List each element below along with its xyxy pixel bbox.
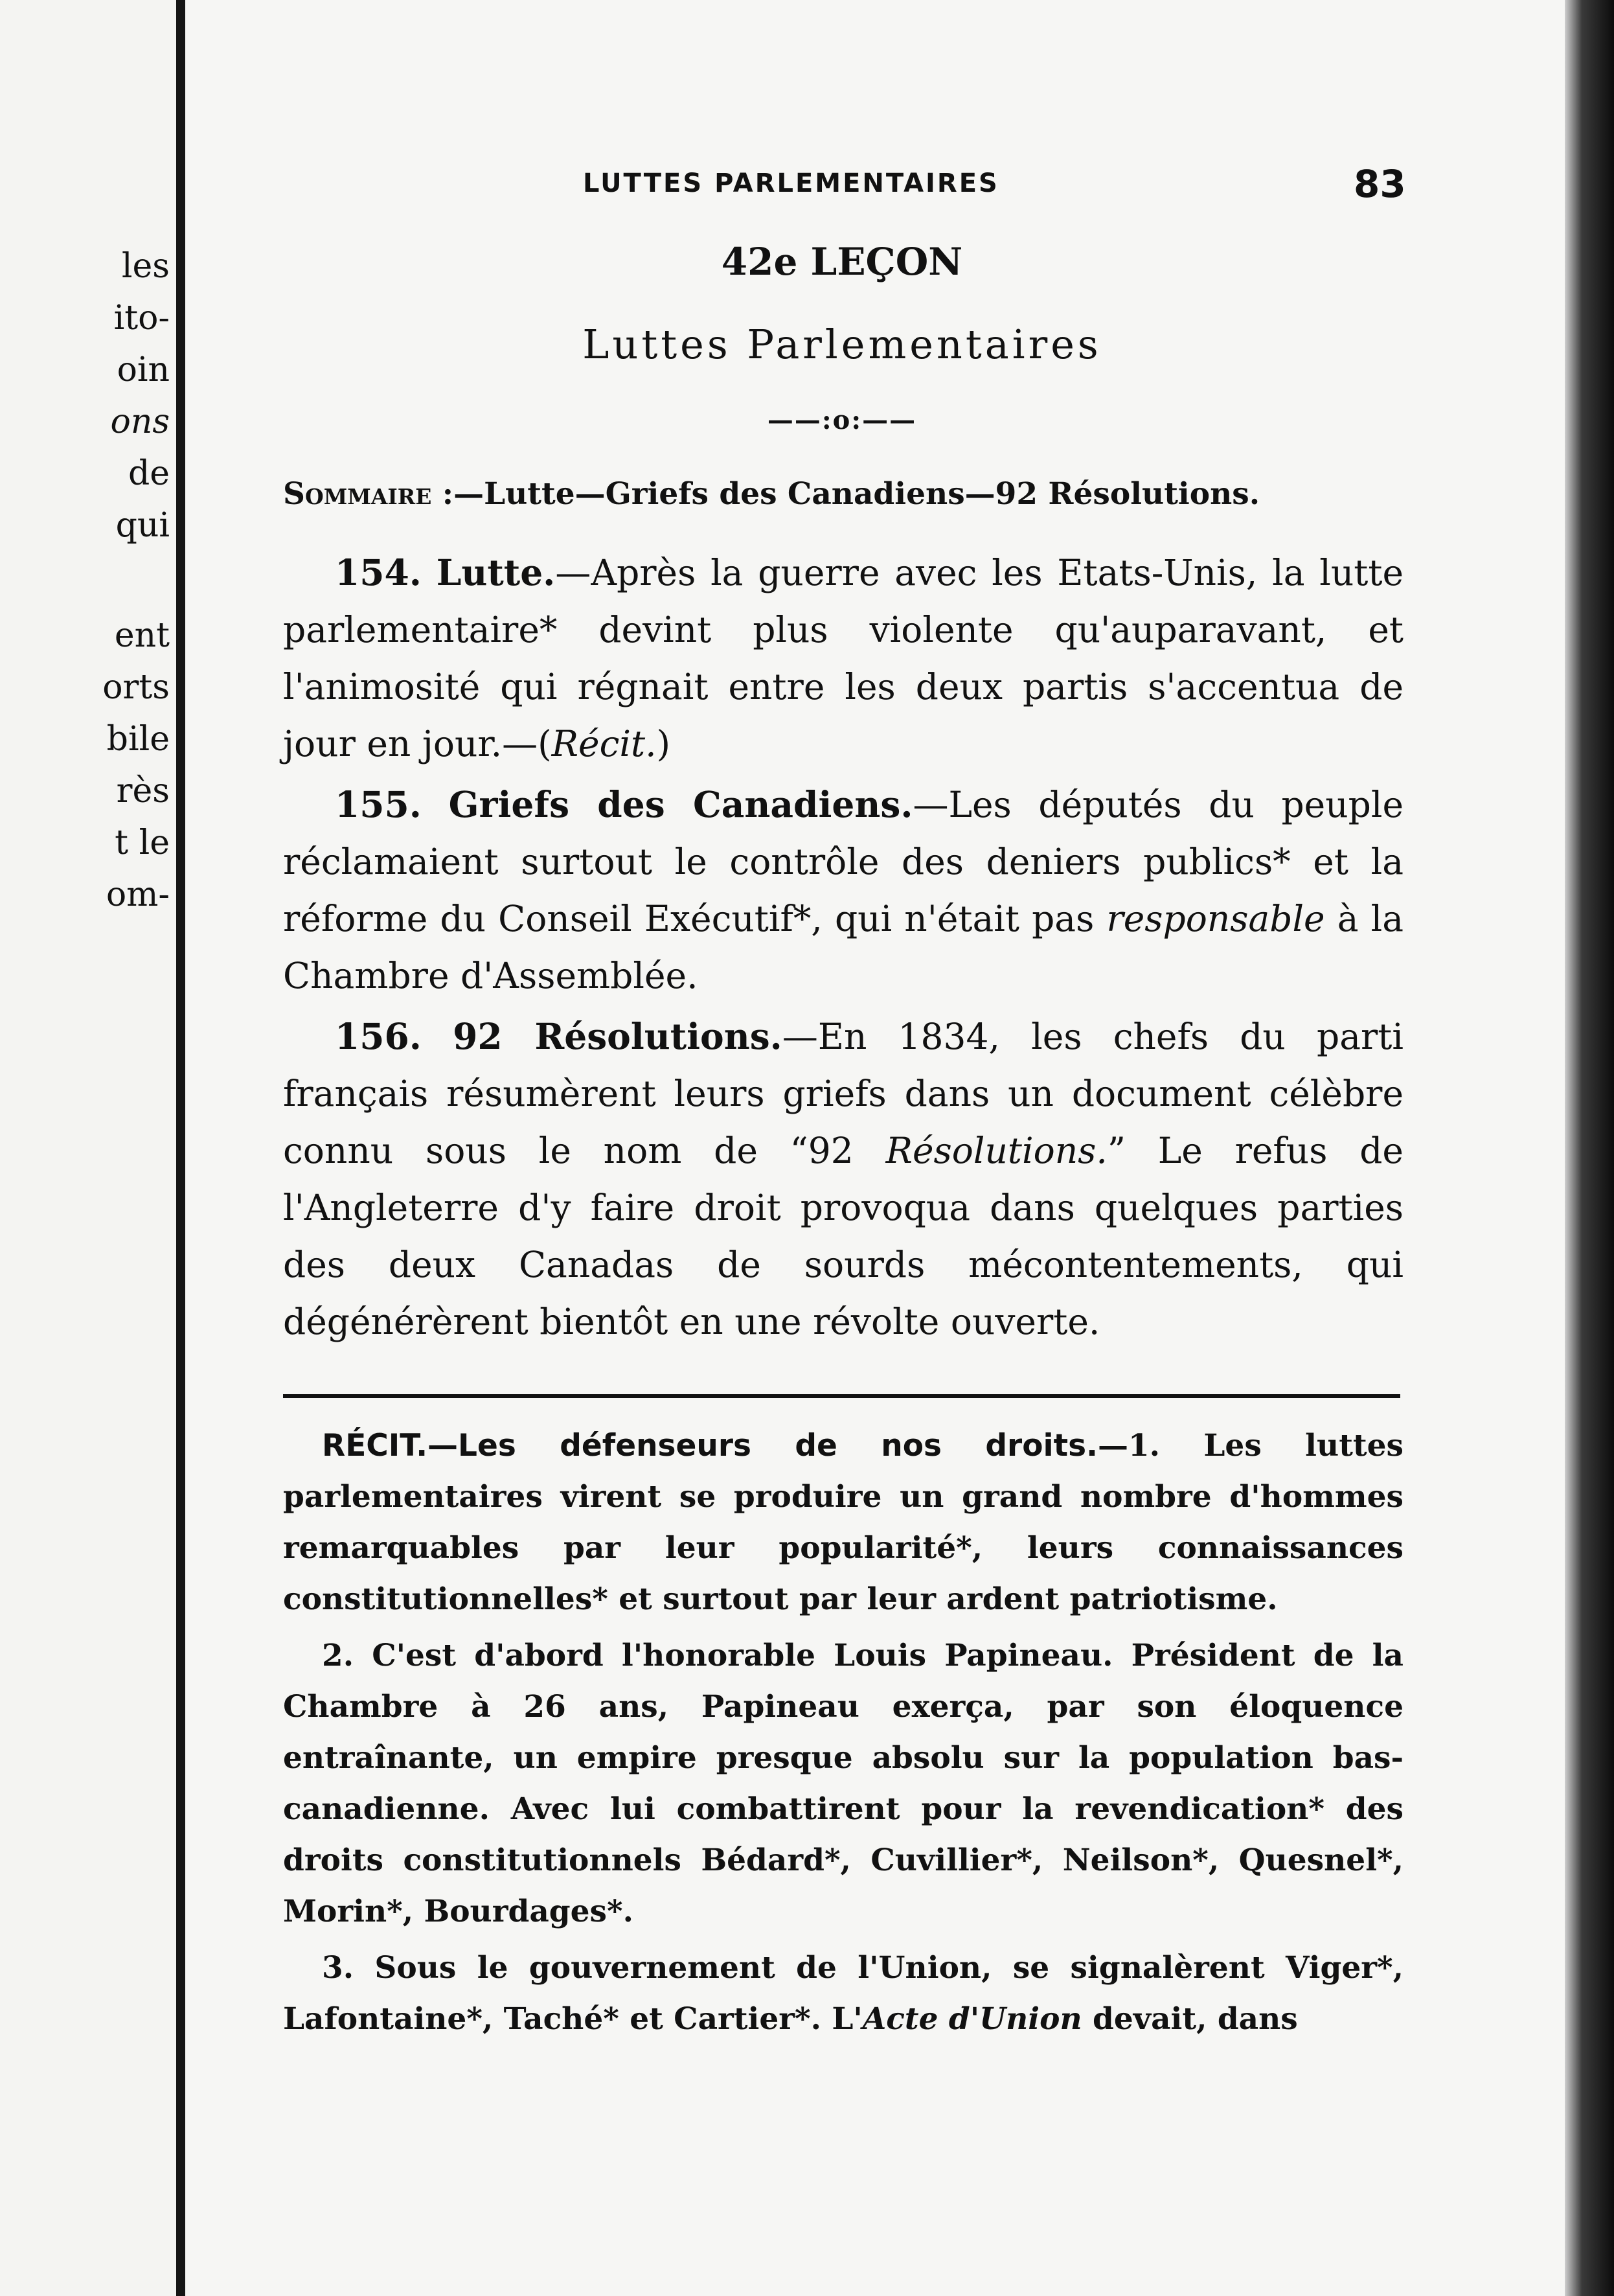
summary-label: Sommaire [283, 476, 432, 512]
recit-text: 3. Sous le gouvernement de l'Union, se signalèrent Viger*, Lafontaine*, Taché* et Cartier*. L' [283, 1950, 1404, 2037]
paragraph-text: —En 1834, les chefs du parti français résumèrent leurs griefs dans un document célèbre connu sous le nom de “92 [283, 1016, 1404, 1171]
recit-italic: Acte d'Union [862, 2001, 1082, 2037]
paragraph-tail: ” Le refus de l'Angleterre d'y faire droit provoqua dans quelques parties des deux Canadas de sourds mécontentements, qui dégénérèrent bientôt en une révolte ouverte. [283, 1130, 1404, 1342]
paragraph-text: —Les députés du peuple réclamaient surtout le contrôle des deniers publics* et la réforme du Conseil Exécutif*, qui n'était pas [283, 784, 1404, 939]
paragraph-italic: responsable [1106, 898, 1325, 939]
left-fragment-2: ito- [113, 299, 170, 338]
recit-heading: RÉCIT.—Les défenseurs de nos droits. [322, 1428, 1098, 1464]
paragraph-number: 154. [335, 551, 422, 593]
section-rule [283, 1394, 1400, 1398]
left-fragment-3: oin [117, 350, 170, 389]
paragraph-tail: à la Chambre d'Assemblée. [283, 898, 1404, 996]
paragraph-heading: 92 Résolutions. [453, 1015, 782, 1057]
chapter-title: Luttes Parlementaires [582, 321, 1102, 368]
recit-section [283, 1420, 1404, 2050]
recit-paragraph-1 [283, 1420, 1404, 1625]
lesson-body [283, 544, 1404, 1354]
paragraph-heading: Griefs des Canadiens. [448, 783, 913, 825]
left-fragment-10: rès [116, 772, 170, 810]
left-fragment-12: om- [106, 875, 170, 914]
paragraph-text: —Après la guerre avec les Etats-Unis, la lutte parlementaire* devint plus violente qu'auparavant, et l'animosité qui régnait entre les deux partis s'accentua de jour en jour.—( [283, 552, 1404, 764]
recit-text: —1. Les luttes parlementaires virent se produire un grand nombre d'hommes remarquables par leur popularité*, leurs connaissances constitutionnelles* et surtout par leur ardent patriotisme. [283, 1428, 1404, 1617]
lesson-number-title: 42e LEÇON [721, 240, 963, 284]
recit-paragraph-3 [283, 1942, 1404, 2045]
left-fragment-1: les [121, 247, 170, 286]
summary-line [283, 476, 1404, 512]
paragraph-tail: ) [656, 723, 671, 764]
paragraph-154 [283, 544, 1404, 772]
running-head: LUTTES PARLEMENTAIRES [583, 168, 999, 198]
left-fragment-7: ent [114, 616, 170, 655]
paragraph-number: 155. [335, 783, 422, 825]
paragraph-number: 156. [335, 1015, 422, 1057]
paragraph-italic: Récit. [551, 723, 657, 764]
paragraph-heading: Lutte. [436, 551, 556, 593]
paragraph-155 [283, 776, 1404, 1004]
paragraph-156 [283, 1008, 1404, 1350]
left-fragment-6: qui [115, 506, 170, 545]
left-fragment-9: bile [106, 720, 170, 759]
ornament-divider: ——:o:—— [767, 405, 917, 435]
page-number: 83 [1354, 162, 1406, 206]
left-fragment-8: orts [102, 668, 170, 707]
summary-text: :—Lutte—Griefs des Canadiens—92 Résolutions. [431, 476, 1260, 512]
paragraph-italic: Résolutions. [885, 1130, 1108, 1171]
left-fragment-4: ons [110, 402, 170, 441]
recit-text-end: devait, dans [1082, 2001, 1298, 2037]
left-fragment-5: de [128, 454, 170, 493]
recit-paragraph-2: 2. C'est d'abord l'honorable Louis Papineau. Président de la Chambre à 26 ans, Papineau exerça, par son éloquence entraînante, un empire presque absolu sur la population bas-canadienne. Avec lui combattirent pour la revendication* des droits constitutionnels Bédard*, Cuvillier*, Neilson*, Quesnel*, Morin*, Bourdages*. [283, 1638, 1404, 1929]
left-fragment-11: t le [115, 823, 170, 862]
